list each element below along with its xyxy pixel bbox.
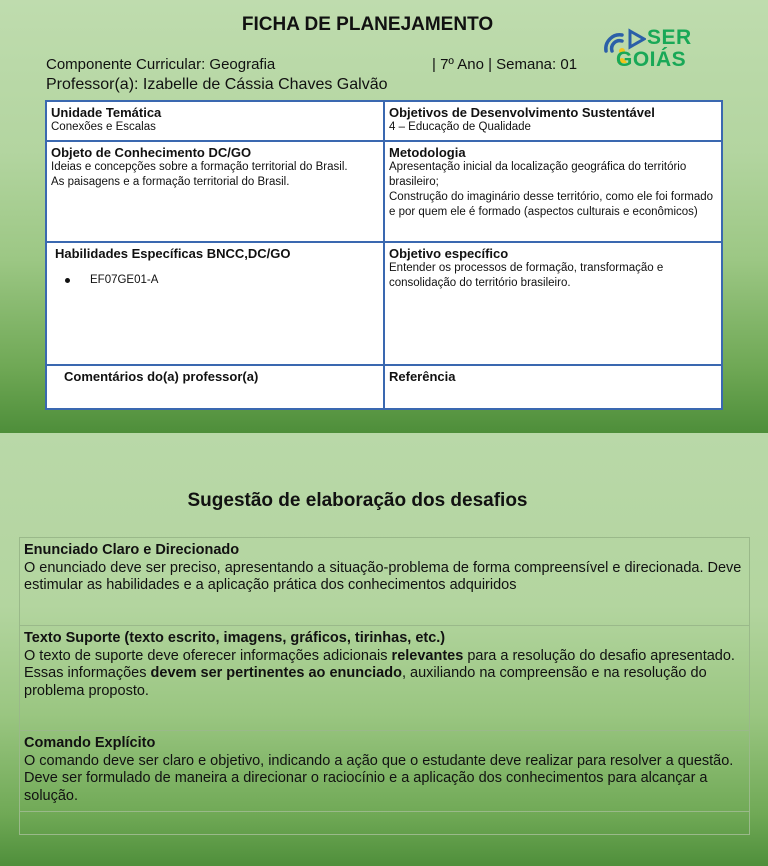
professor-name: Professor(a): Izabelle de Cássia Chaves Galvão <box>46 76 388 93</box>
logo-ser-text: SER <box>647 26 692 49</box>
ods-label: Objetivos de Desenvolvimento Sustentável <box>389 105 655 120</box>
comando-block <box>20 731 749 812</box>
objeto-line-2: As paisagens e a formação territorial do Brasil. <box>51 176 290 188</box>
unidade-tematica-label: Unidade Temática <box>51 105 162 120</box>
empty-row <box>20 812 749 834</box>
ano-semana: | 7º Ano | Semana: 01 <box>432 56 578 73</box>
referencia-cell <box>384 365 722 409</box>
texto-suporte-title: Texto Suporte (texto escrito, imagens, gráficos, tirinhas, etc.) <box>24 630 446 646</box>
habilidades-label: Habilidades Específicas BNCC,DC/GO <box>55 246 291 261</box>
unidade-tematica-cell <box>46 101 384 141</box>
texto-suporte-text <box>24 648 745 701</box>
comando-text: O comando deve ser claro e objetivo, indicando a ação que o estudante deve realizar para resolver a questão. Deve ser formulado de maneira a direcionar o raciocínio e a aplicação dos conhecimentos para alcançar a solução. <box>24 752 734 804</box>
objetivo-especifico-label: Objetivo específico <box>389 246 509 261</box>
logo-goias-text: GOIÁS <box>616 48 687 71</box>
objeto-conhecimento-label: Objeto de Conhecimento DC/GO <box>51 145 252 160</box>
texto-suporte-part-2: para a resolução do desafio apresentado. Essas informações <box>24 647 735 681</box>
objeto-line-1: Ideias e concepções sobre a formação territorial do Brasil. <box>51 161 348 173</box>
metodologia-cell <box>384 141 722 242</box>
texto-suporte-part-3: , auxiliando na compreensão e na resolução do problema proposto. <box>24 665 707 699</box>
enunciado-title: Enunciado Claro e Direcionado <box>24 542 240 558</box>
objetivo-especifico-value: Entender os processos de formação, transformação e consolidação do território brasileiro. <box>389 262 664 289</box>
texto-suporte-block <box>20 626 749 731</box>
texto-suporte-bold-2: devem ser pertinentes ao enunciado <box>150 665 402 681</box>
metodologia-line-2: Construção do imaginário desse território, como ele foi formado e por quem ele é formado (aspectos culturais e econômicos) <box>389 191 714 218</box>
habilidade-list-item <box>65 273 379 288</box>
referencia-label: Referência <box>389 369 456 384</box>
enunciado-block <box>20 538 749 626</box>
unidade-tematica-value: Conexões e Escalas <box>51 121 156 133</box>
componente-curricular: Componente Curricular: Geografia <box>46 56 276 73</box>
comentarios-cell <box>46 365 384 409</box>
enunciado-text: O enunciado deve ser preciso, apresentando a situação-problema de forma compreensível e direcionada. Deve estimular as habilidades e a aplicação prática dos conhecimentos adquiridos <box>24 559 742 593</box>
ods-value: 4 – Educação de Qualidade <box>389 121 531 133</box>
planning-table <box>45 100 723 410</box>
comando-title: Comando Explícito <box>24 735 156 751</box>
metodologia-line-1: Apresentação inicial da localização geográfica do território brasileiro; <box>389 161 687 188</box>
bullet-icon <box>65 278 70 283</box>
texto-suporte-bold-1: relevantes <box>391 647 464 664</box>
objetivo-especifico-cell <box>384 242 722 365</box>
habilidade-code: EF07GE01-A <box>90 274 159 286</box>
texto-suporte-part-1: O texto de suporte deve oferecer informações adicionais <box>24 647 392 664</box>
suggestions-page <box>0 433 768 866</box>
ser-goias-logo <box>600 23 710 73</box>
suggestions-box <box>19 537 750 835</box>
comentarios-label: Comentários do(a) professor(a) <box>64 369 259 384</box>
objeto-conhecimento-cell <box>46 141 384 242</box>
page-title: FICHA DE PLANEJAMENTO <box>241 14 494 35</box>
ods-cell <box>384 101 722 141</box>
habilidades-cell <box>46 242 384 365</box>
metodologia-label: Metodologia <box>389 145 466 160</box>
suggestions-title: Sugestão de elaboração dos desafios <box>187 490 528 511</box>
